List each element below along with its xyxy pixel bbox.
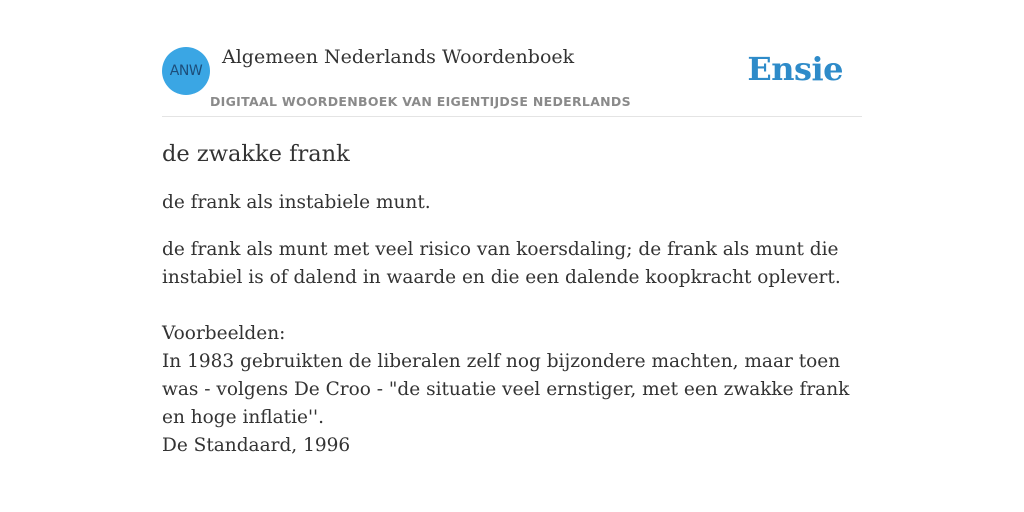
site-title[interactable]: Algemeen Nederlands Woordenboek	[222, 46, 575, 68]
short-definition: de frank als instabiele munt.	[162, 192, 431, 213]
site-subtitle: DIGITAAL WOORDENBOEK VAN EIGENTIJDSE NEDERLANDS	[210, 94, 631, 109]
examples-heading: Voorbeelden:	[162, 323, 286, 344]
long-definition: de frank als munt met veel risico van koersdaling; de frank als munt die instabiel is of dalend in waarde en die een dalende koopkracht oplevert.	[162, 239, 841, 288]
anw-logo[interactable]	[162, 47, 210, 95]
entry-content	[162, 139, 862, 460]
example-text: In 1983 gebruikten de liberalen zelf nog bijzondere machten, maar toen was - volgens De Croo - "de situatie veel ernstiger, met een zwakke frank en hoge inflatie''.	[162, 351, 850, 428]
header	[162, 40, 862, 117]
example-source: De Standaard, 1996	[162, 435, 351, 456]
examples-section	[162, 320, 862, 460]
ensie-brand-logo[interactable]: Ensie	[747, 50, 843, 88]
entry-term: de zwakke frank	[162, 141, 350, 167]
logo-text: ANW	[169, 63, 203, 79]
